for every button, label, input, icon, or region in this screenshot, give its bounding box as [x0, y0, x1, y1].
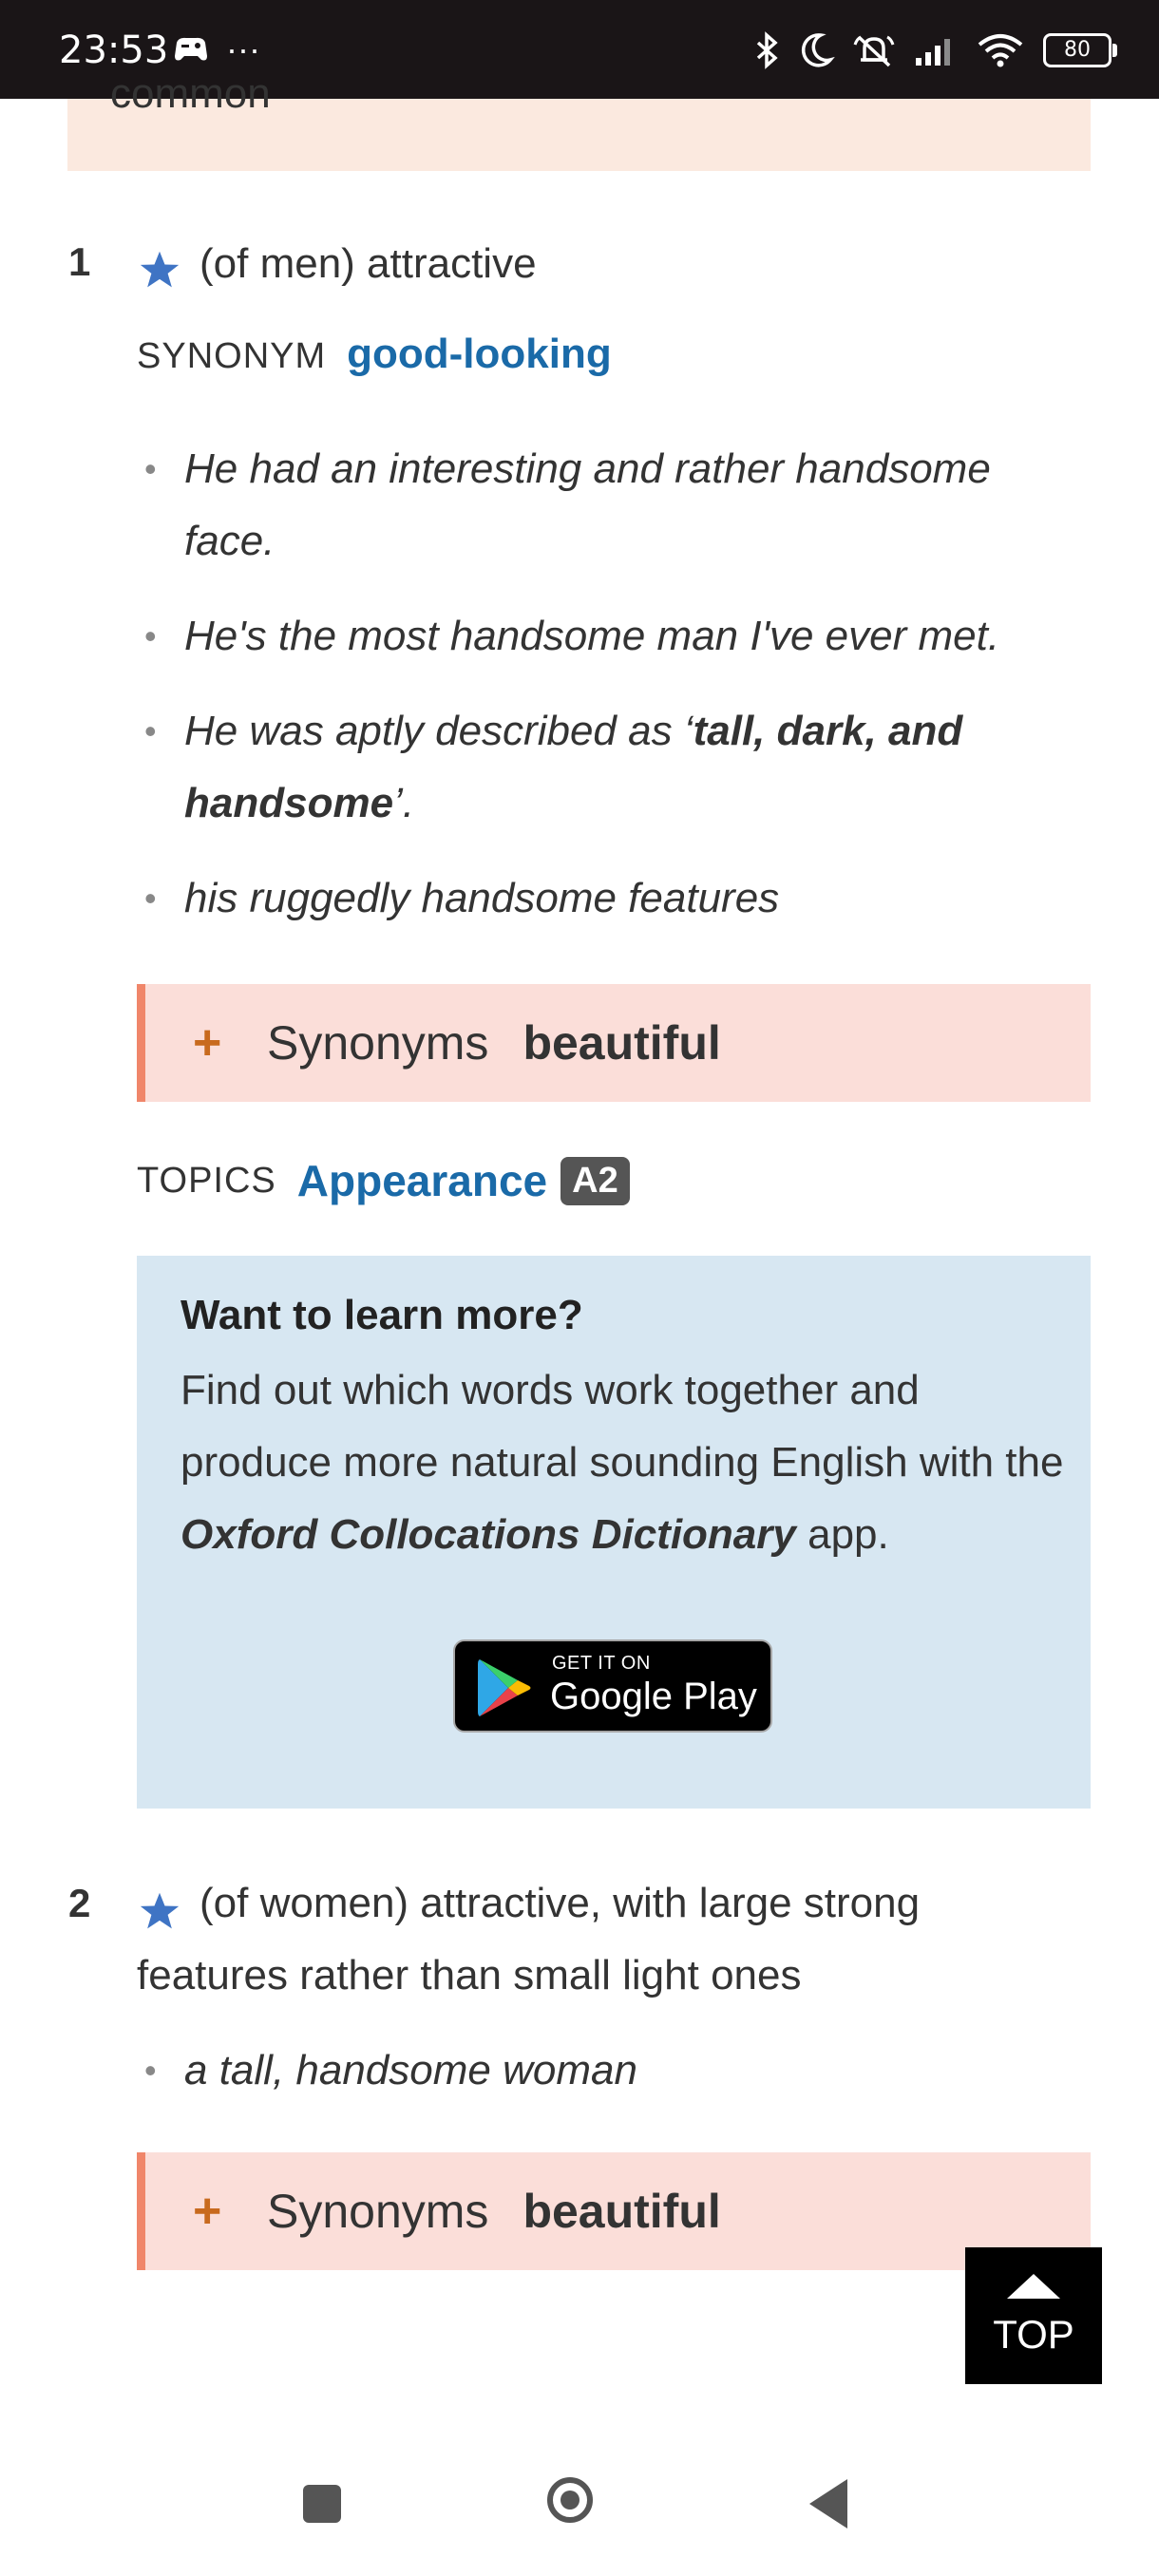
example-sentence: • He had an interesting and rather handsome face. — [137, 433, 1049, 578]
moon-icon — [800, 31, 834, 69]
arrow-up-icon — [1007, 2274, 1060, 2299]
google-play-icon — [476, 1657, 533, 1719]
synonyms-expander[interactable] — [137, 2152, 1091, 2270]
example-highlight: tall, dark, and handsome — [184, 708, 963, 826]
synonyms-label: Synonyms — [267, 2185, 489, 2238]
usage-note-box — [67, 70, 1091, 171]
synonyms-word: beautiful — [522, 1016, 721, 1070]
sense-number: 1 — [68, 239, 91, 284]
usage-note-text: common — [110, 70, 271, 117]
synonym-link[interactable]: good-looking — [347, 331, 612, 377]
notification-icons — [173, 28, 260, 70]
example-sentence: • He was aptly described as ‘tall, dark, and handsome’. — [137, 695, 1049, 840]
sense-definition: (of women) attractive, with large strong features rather than small light ones — [137, 1880, 921, 1998]
synonyms-expander[interactable] — [137, 984, 1091, 1102]
badge-small-text: GET IT ON — [552, 1653, 651, 1674]
game-icon — [173, 33, 209, 66]
mute-icon — [853, 31, 895, 69]
plus-icon: + — [193, 2184, 222, 2239]
synonyms-word: beautiful — [522, 2185, 721, 2238]
plus-icon: + — [193, 1015, 222, 1070]
back-to-top-button[interactable] — [965, 2247, 1102, 2384]
bluetooth-icon — [754, 31, 781, 69]
star-icon — [139, 249, 180, 291]
clock: 23:53 — [59, 28, 169, 72]
topics-label: TOPICS — [137, 1160, 276, 1201]
promo-box — [137, 1256, 1091, 1809]
badge-big-text: Google Play — [550, 1676, 757, 1717]
example-sentence: • his ruggedly handsome features — [137, 862, 1049, 935]
synonym-line — [137, 331, 612, 378]
example-sentence: • a tall, handsome woman — [137, 2035, 1049, 2107]
signal-icon — [914, 33, 958, 67]
sense-definition: (of men) attractive — [200, 240, 537, 287]
promo-app-name: Oxford Collocations Dictionary — [180, 1511, 796, 1558]
back-icon[interactable] — [809, 2479, 847, 2529]
example-sentence: • He's the most handsome man I've ever met. — [137, 600, 1049, 672]
battery-icon: 80 — [1043, 33, 1112, 67]
promo-title: Want to learn more? — [180, 1292, 583, 1338]
google-play-button[interactable] — [453, 1639, 772, 1733]
home-icon[interactable] — [547, 2477, 593, 2523]
wifi-icon — [977, 31, 1024, 69]
synonyms-label: Synonyms — [267, 1016, 489, 1070]
level-badge: A2 — [560, 1157, 630, 1205]
top-label: TOP — [993, 2312, 1074, 2357]
example-list — [137, 433, 1049, 957]
more-icon: ··· — [226, 29, 260, 68]
sense-number: 2 — [68, 1881, 91, 1925]
system-nav-bar — [0, 2432, 1159, 2576]
synonym-label: SYNONYM — [137, 336, 327, 376]
topic-link[interactable]: Appearance — [296, 1156, 548, 1205]
topics-line — [137, 1155, 630, 1206]
example-list — [137, 2035, 1049, 2130]
promo-body: Find out which words work together and produce more natural sounding English with the Oxford Collocations Dictionary app. — [180, 1367, 1064, 1558]
recents-icon[interactable] — [303, 2485, 341, 2523]
